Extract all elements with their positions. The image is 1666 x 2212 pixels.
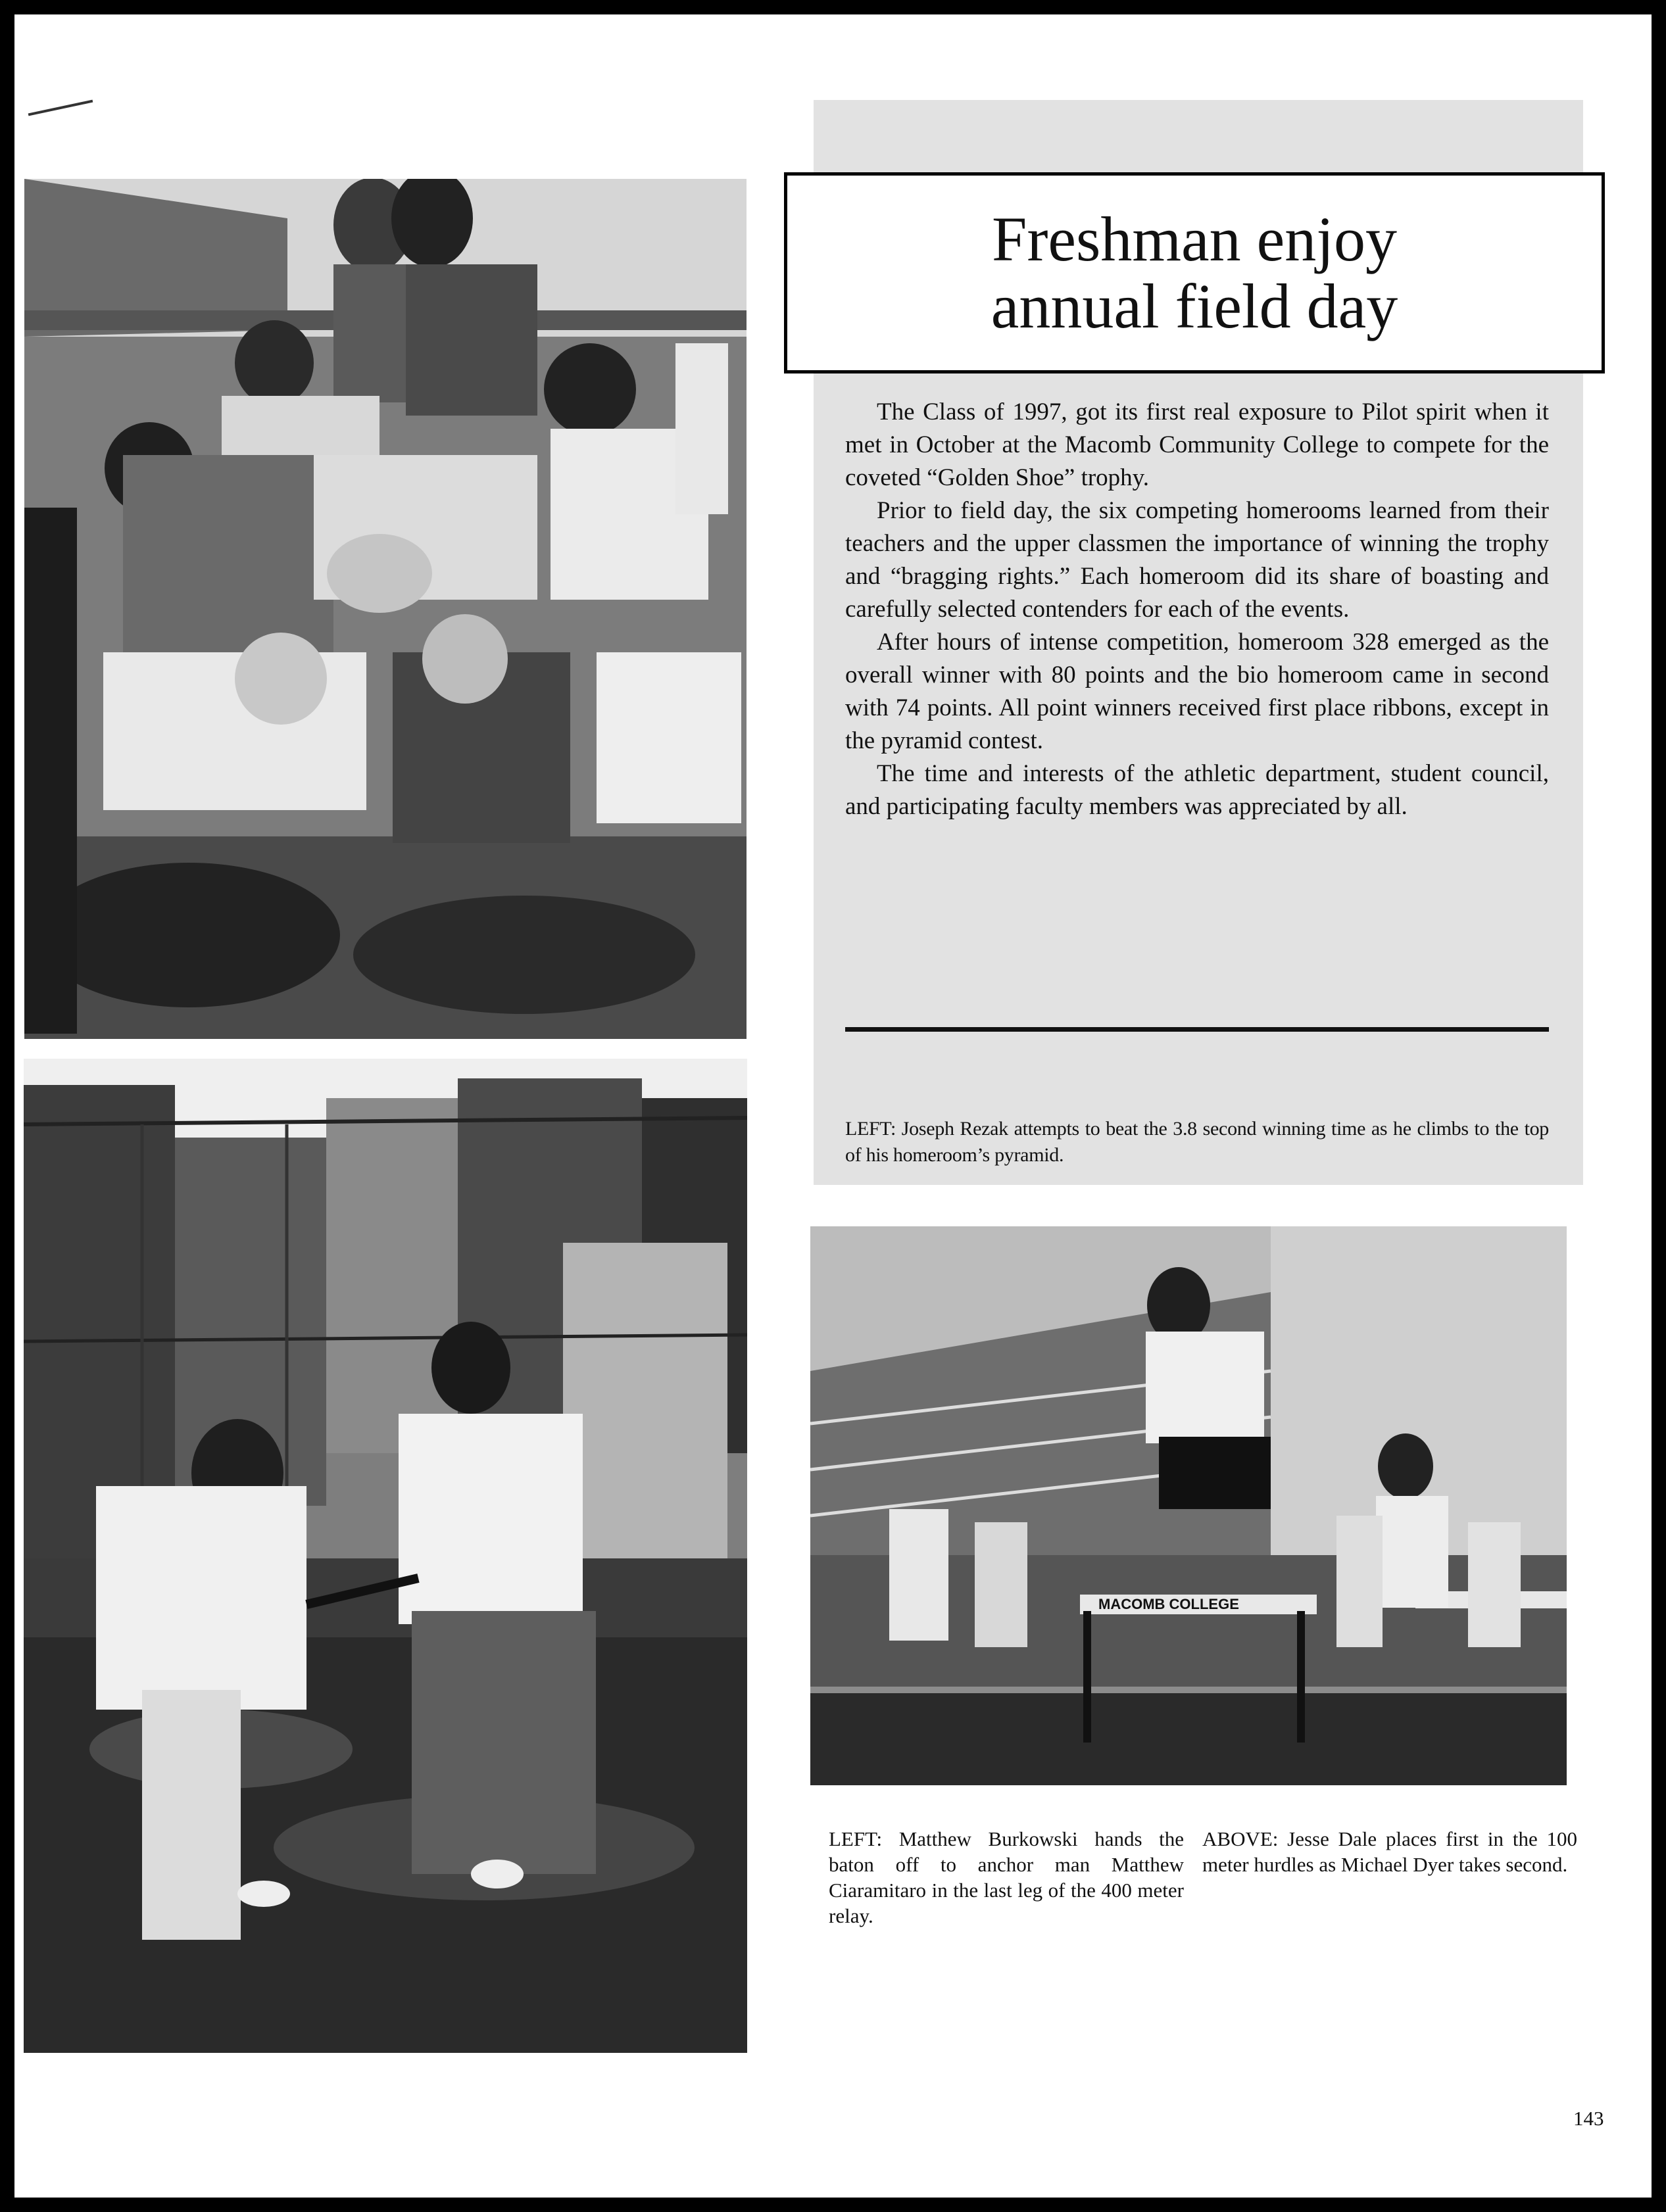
page-number: 143 [1573, 2107, 1604, 2130]
article-body [845, 396, 1549, 823]
caption-hurdles: ABOVE: Jesse Dale places first in the 100 meter hurdles as Michael Dyer takes second. [1202, 1827, 1577, 1876]
photo-human-pyramid [24, 179, 747, 1039]
hurdle-banner-text: MACOMB COLLEGE [1098, 1596, 1239, 1612]
article-paragraph: The Class of 1997, got its first real exposure to Pilot spirit when it met in October at the Macomb Community College to compete for the coveted “Golden Shoe” trophy. [845, 398, 1549, 491]
headline-line-2: annual field day [991, 271, 1398, 341]
article-paragraph: The time and interests of the athletic department, student council, and participating faculty members was appreciated by all. [845, 760, 1549, 820]
caption-pyramid: LEFT: Joseph Rezak attempts to beat the 3.8 second winning time as he climbs to the top of his homeroom’s pyramid. [845, 1118, 1549, 1166]
photo-hurdles [810, 1226, 1567, 1785]
article-paragraph: After hours of intense competition, homeroom 328 emerged as the overall winner with 80 points and the bio homeroom came in second with 74 points. All point winners received first place ribbons, except in the pyramid contest. [845, 629, 1549, 754]
yearbook-page [14, 14, 1652, 2198]
photo-relay-baton-handoff [24, 1059, 747, 2053]
divider-rule [845, 1027, 1549, 1032]
headline-box [784, 172, 1605, 373]
article-paragraph: Prior to field day, the six competing homerooms learned from their teachers and the upper classmen the importance of winning the trophy and “bragging rights.” Each homeroom did its share of boasting and carefully selected contenders for each of the events. [845, 497, 1549, 623]
headline-line-1: Freshman enjoy [992, 204, 1397, 274]
scan-mark [28, 100, 93, 116]
caption-relay: LEFT: Matthew Burkowski hands the baton off to anchor man Matthew Ciaramitaro in the last leg of the 400 meter relay. [829, 1827, 1184, 1927]
